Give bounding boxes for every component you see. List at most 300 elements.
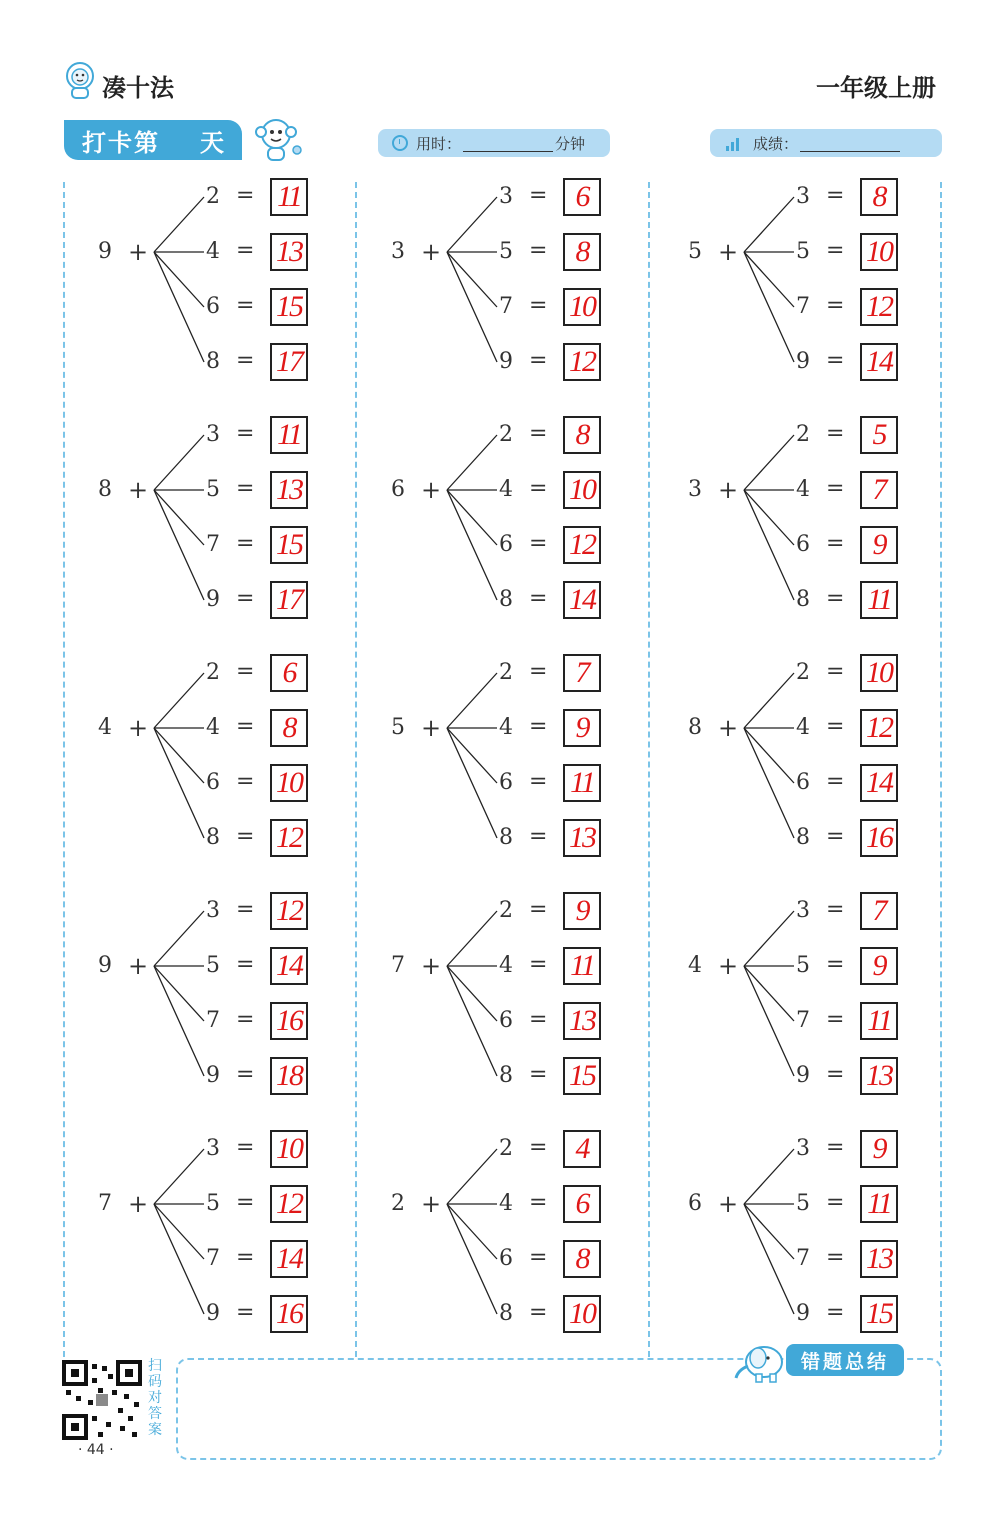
error-summary-label: 错题总结 [786, 1344, 904, 1376]
branch-line [744, 252, 794, 362]
checkin-label-right: 天 [200, 128, 226, 157]
equals-sign: = [826, 531, 845, 556]
equals-sign: = [529, 183, 548, 208]
answer-box[interactable]: 16 [860, 819, 898, 857]
answer-box[interactable]: 13 [563, 819, 601, 857]
answer-box[interactable]: 7 [860, 892, 898, 930]
answer-box[interactable]: 15 [270, 288, 308, 326]
answer-box[interactable]: 10 [860, 654, 898, 692]
addend-number: 2 [206, 184, 220, 209]
branch-line [154, 1204, 204, 1314]
answer-box[interactable]: 6 [563, 178, 601, 216]
base-number: 8 [688, 715, 702, 740]
addend-number: 5 [206, 953, 220, 978]
base-number: 5 [688, 239, 702, 264]
addend-number: 8 [499, 587, 513, 612]
answer-box[interactable]: 15 [270, 526, 308, 564]
equals-sign: = [826, 586, 845, 611]
answer-box[interactable]: 17 [270, 343, 308, 381]
checkin-label-left: 打卡第 [82, 128, 160, 157]
branch-line [154, 197, 204, 252]
addend-number: 7 [796, 294, 810, 319]
branch-lines [92, 420, 352, 660]
addend-number: 6 [499, 532, 513, 557]
plus-sign: + [421, 952, 442, 980]
branch-line [154, 966, 204, 1021]
addition-tree-problem [92, 896, 352, 1136]
branch-line [744, 966, 794, 1021]
equals-sign: = [826, 769, 845, 794]
plus-sign: + [128, 714, 149, 742]
answer-box[interactable]: 13 [270, 471, 308, 509]
answer-box[interactable]: 10 [563, 288, 601, 326]
equals-sign: = [236, 531, 255, 556]
branch-line [447, 911, 497, 966]
answer-box[interactable]: 10 [270, 1130, 308, 1168]
answer-box[interactable]: 8 [860, 178, 898, 216]
addend-number: 9 [796, 349, 810, 374]
branch-line [154, 728, 204, 838]
answer-box[interactable]: 12 [563, 526, 601, 564]
branch-line [447, 197, 497, 252]
branch-line [154, 435, 204, 490]
monkey-mascot-icon [250, 114, 308, 164]
equals-sign: = [826, 1245, 845, 1270]
branch-line [744, 1149, 794, 1204]
addition-tree-problem [385, 1134, 645, 1374]
addend-number: 3 [796, 1136, 810, 1161]
branch-lines [682, 1134, 942, 1374]
addend-number: 9 [206, 1301, 220, 1326]
addend-number: 8 [499, 1063, 513, 1088]
branch-line [744, 966, 794, 1076]
addition-tree-problem [682, 420, 942, 660]
plus-sign: + [421, 476, 442, 504]
addend-number: 5 [206, 477, 220, 502]
addend-number: 9 [796, 1063, 810, 1088]
equals-sign: = [236, 1245, 255, 1270]
addend-number: 8 [796, 825, 810, 850]
equals-sign: = [529, 293, 548, 318]
branch-line [154, 1149, 204, 1204]
base-number: 4 [688, 953, 702, 978]
answer-box[interactable]: 14 [860, 343, 898, 381]
addend-number: 8 [499, 1301, 513, 1326]
addend-number: 3 [796, 184, 810, 209]
equals-sign: = [826, 952, 845, 977]
equals-sign: = [529, 1300, 548, 1325]
addend-number: 3 [206, 898, 220, 923]
answer-box[interactable]: 12 [270, 819, 308, 857]
equals-sign: = [826, 714, 845, 739]
score-field [710, 129, 942, 157]
addend-number: 2 [499, 422, 513, 447]
addition-tree-problem [92, 658, 352, 898]
equals-sign: = [529, 769, 548, 794]
equals-sign: = [529, 238, 548, 263]
addend-number: 6 [499, 1246, 513, 1271]
answer-box[interactable]: 8 [563, 233, 601, 271]
equals-sign: = [236, 1062, 255, 1087]
addition-tree-problem [385, 896, 645, 1136]
answer-box[interactable]: 12 [860, 288, 898, 326]
branch-line [744, 911, 794, 966]
equals-sign: = [529, 659, 548, 684]
page-title: 凑十法 [102, 74, 174, 102]
addend-number: 7 [796, 1246, 810, 1271]
answer-box[interactable]: 11 [860, 581, 898, 619]
answer-box[interactable]: 16 [270, 1002, 308, 1040]
branch-lines [385, 658, 645, 898]
score-blank [800, 135, 900, 152]
answer-box[interactable]: 7 [860, 471, 898, 509]
equals-sign: = [826, 238, 845, 263]
branch-line [447, 728, 497, 838]
equals-sign: = [826, 1300, 845, 1325]
addend-number: 8 [499, 825, 513, 850]
answer-box[interactable]: 12 [860, 709, 898, 747]
addend-number: 5 [499, 239, 513, 264]
branch-line [744, 490, 794, 600]
branch-lines [92, 182, 352, 422]
addend-number: 8 [796, 587, 810, 612]
plus-sign: + [128, 1190, 149, 1218]
answer-box[interactable]: 13 [270, 233, 308, 271]
answer-box[interactable]: 5 [860, 416, 898, 454]
column-divider [355, 182, 357, 1357]
answer-box[interactable]: 18 [270, 1057, 308, 1095]
equals-sign: = [236, 1300, 255, 1325]
chart-icon [726, 135, 739, 151]
elephant-mascot-icon [730, 1338, 790, 1384]
qr-code-icon [62, 1360, 142, 1440]
addition-tree-problem [385, 420, 645, 660]
answer-box[interactable]: 15 [860, 1295, 898, 1333]
addend-number: 4 [206, 239, 220, 264]
clock-icon [392, 135, 408, 151]
answer-box[interactable]: 8 [563, 1240, 601, 1278]
equals-sign: = [826, 1007, 845, 1032]
addend-number: 9 [206, 587, 220, 612]
answer-box[interactable]: 15 [563, 1057, 601, 1095]
answer-box[interactable]: 4 [563, 1130, 601, 1168]
branch-line [447, 252, 497, 307]
equals-sign: = [529, 952, 548, 977]
branch-line [447, 1204, 497, 1259]
base-number: 7 [391, 953, 405, 978]
answer-box[interactable]: 12 [563, 343, 601, 381]
addend-number: 2 [796, 422, 810, 447]
addition-tree-problem [682, 1134, 942, 1374]
answer-box[interactable]: 14 [270, 947, 308, 985]
branch-line [447, 490, 497, 545]
equals-sign: = [529, 1062, 548, 1087]
addition-tree-problem [682, 658, 942, 898]
branch-line [744, 728, 794, 783]
equals-sign: = [529, 714, 548, 739]
equals-sign: = [236, 824, 255, 849]
branch-lines [92, 658, 352, 898]
equals-sign: = [236, 476, 255, 501]
time-label: 用时： [416, 134, 462, 153]
branch-line [447, 673, 497, 728]
equals-sign: = [529, 531, 548, 556]
addend-number: 6 [206, 770, 220, 795]
column-divider [648, 182, 650, 1357]
addend-number: 4 [796, 477, 810, 502]
branch-lines [682, 896, 942, 1136]
answer-box[interactable]: 10 [563, 471, 601, 509]
base-number: 2 [391, 1191, 405, 1216]
plus-sign: + [128, 476, 149, 504]
base-number: 5 [391, 715, 405, 740]
branch-lines [682, 658, 942, 898]
base-number: 9 [98, 953, 112, 978]
branch-line [744, 1204, 794, 1314]
base-number: 8 [98, 477, 112, 502]
plus-sign: + [128, 952, 149, 980]
addend-number: 4 [206, 715, 220, 740]
branch-lines [385, 420, 645, 660]
branch-lines [385, 182, 645, 422]
addend-number: 7 [206, 532, 220, 557]
addend-number: 7 [796, 1008, 810, 1033]
equals-sign: = [236, 952, 255, 977]
branch-line [154, 1204, 204, 1259]
addend-number: 2 [499, 1136, 513, 1161]
equals-sign: = [236, 769, 255, 794]
branch-line [744, 728, 794, 838]
addend-number: 4 [499, 1191, 513, 1216]
equals-sign: = [529, 897, 548, 922]
equals-sign: = [236, 659, 255, 684]
addition-tree-problem [385, 658, 645, 898]
branch-lines [385, 1134, 645, 1374]
answer-box[interactable]: 9 [860, 947, 898, 985]
branch-line [447, 252, 497, 362]
addend-number: 7 [499, 294, 513, 319]
addend-number: 5 [796, 953, 810, 978]
branch-line [154, 911, 204, 966]
base-number: 9 [98, 239, 112, 264]
branch-line [154, 728, 204, 783]
addend-number: 2 [206, 660, 220, 685]
grade-label: 一年级上册 [816, 74, 936, 102]
addend-number: 6 [499, 1008, 513, 1033]
addend-number: 3 [796, 898, 810, 923]
branch-line [447, 966, 497, 1021]
equals-sign: = [826, 1062, 845, 1087]
equals-sign: = [236, 897, 255, 922]
equals-sign: = [529, 421, 548, 446]
equals-sign: = [826, 348, 845, 373]
score-label: 成绩： [753, 134, 799, 153]
branch-lines [682, 182, 942, 422]
answer-box[interactable]: 8 [563, 416, 601, 454]
page-number: · 44 · [78, 1442, 114, 1458]
answer-box[interactable]: 17 [270, 581, 308, 619]
plus-sign: + [128, 238, 149, 266]
base-number: 4 [98, 715, 112, 740]
addend-number: 5 [796, 239, 810, 264]
addend-number: 3 [206, 1136, 220, 1161]
branch-line [447, 490, 497, 600]
answer-box[interactable]: 10 [860, 233, 898, 271]
branch-line [744, 252, 794, 307]
base-number: 3 [391, 239, 405, 264]
answer-box[interactable]: 6 [563, 1185, 601, 1223]
equals-sign: = [236, 1190, 255, 1215]
equals-sign: = [826, 183, 845, 208]
addend-number: 2 [499, 660, 513, 685]
base-number: 6 [688, 1191, 702, 1216]
branch-line [447, 728, 497, 783]
addend-number: 6 [499, 770, 513, 795]
answer-box[interactable]: 13 [563, 1002, 601, 1040]
equals-sign: = [826, 421, 845, 446]
equals-sign: = [236, 293, 255, 318]
addend-number: 6 [796, 532, 810, 557]
branch-line [154, 490, 204, 600]
equals-sign: = [236, 348, 255, 373]
plus-sign: + [718, 952, 739, 980]
equals-sign: = [529, 1190, 548, 1215]
lion-mascot-icon [62, 60, 98, 100]
addition-tree-problem [92, 1134, 352, 1374]
answer-box[interactable]: 11 [270, 416, 308, 454]
addend-number: 4 [796, 715, 810, 740]
answer-box[interactable]: 9 [563, 709, 601, 747]
addend-number: 8 [206, 349, 220, 374]
branch-line [154, 252, 204, 362]
time-field [378, 129, 610, 157]
answer-box[interactable]: 9 [563, 892, 601, 930]
equals-sign: = [529, 476, 548, 501]
equals-sign: = [236, 1135, 255, 1160]
answer-box[interactable]: 11 [860, 1185, 898, 1223]
addition-tree-problem [92, 182, 352, 422]
answer-box[interactable]: 14 [563, 581, 601, 619]
branch-line [447, 1149, 497, 1204]
branch-line [744, 197, 794, 252]
equals-sign: = [236, 183, 255, 208]
equals-sign: = [529, 1007, 548, 1032]
addition-tree-problem [682, 182, 942, 422]
plus-sign: + [718, 714, 739, 742]
addition-tree-problem [385, 182, 645, 422]
time-unit: 分钟 [555, 134, 586, 153]
equals-sign: = [236, 238, 255, 263]
time-blank [463, 135, 553, 152]
equals-sign: = [826, 824, 845, 849]
branch-line [154, 490, 204, 545]
base-number: 7 [98, 1191, 112, 1216]
addend-number: 7 [206, 1008, 220, 1033]
addend-number: 5 [796, 1191, 810, 1216]
branch-lines [92, 896, 352, 1136]
addition-tree-problem [92, 420, 352, 660]
equals-sign: = [826, 293, 845, 318]
column-divider [63, 182, 65, 1357]
answer-box[interactable]: 11 [860, 1002, 898, 1040]
answer-box[interactable]: 9 [860, 1130, 898, 1168]
addend-number: 6 [796, 770, 810, 795]
branch-lines [682, 420, 942, 660]
addend-number: 9 [499, 349, 513, 374]
equals-sign: = [826, 1190, 845, 1215]
equals-sign: = [529, 586, 548, 611]
branch-lines [92, 1134, 352, 1374]
answer-box[interactable]: 6 [270, 654, 308, 692]
answer-box[interactable]: 16 [270, 1295, 308, 1333]
equals-sign: = [236, 1007, 255, 1032]
plus-sign: + [718, 476, 739, 504]
equals-sign: = [826, 1135, 845, 1160]
addend-number: 9 [796, 1301, 810, 1326]
addend-number: 7 [206, 1246, 220, 1271]
answer-box[interactable]: 12 [270, 1185, 308, 1223]
branch-lines [385, 896, 645, 1136]
branch-line [744, 435, 794, 490]
addend-number: 4 [499, 477, 513, 502]
plus-sign: + [421, 1190, 442, 1218]
checkin-banner [64, 120, 242, 160]
answer-box[interactable]: 12 [270, 892, 308, 930]
answer-box[interactable]: 14 [860, 764, 898, 802]
branch-line [154, 673, 204, 728]
answer-box[interactable]: 7 [563, 654, 601, 692]
equals-sign: = [826, 897, 845, 922]
branch-line [744, 1204, 794, 1259]
branch-line [744, 673, 794, 728]
addend-number: 2 [796, 660, 810, 685]
equals-sign: = [236, 421, 255, 446]
answer-box[interactable]: 14 [270, 1240, 308, 1278]
answer-box[interactable]: 11 [563, 764, 601, 802]
addend-number: 6 [206, 294, 220, 319]
answer-box[interactable]: 9 [860, 526, 898, 564]
equals-sign: = [826, 476, 845, 501]
plus-sign: + [718, 1190, 739, 1218]
equals-sign: = [236, 714, 255, 739]
answer-box[interactable]: 10 [563, 1295, 601, 1333]
plus-sign: + [421, 238, 442, 266]
answer-box[interactable]: 8 [270, 709, 308, 747]
scan-answer-label: 扫码对答案 [148, 1358, 162, 1438]
base-number: 6 [391, 477, 405, 502]
plus-sign: + [421, 714, 442, 742]
answer-box[interactable]: 11 [563, 947, 601, 985]
addend-number: 4 [499, 953, 513, 978]
equals-sign: = [529, 1245, 548, 1270]
addend-number: 9 [206, 1063, 220, 1088]
addend-number: 3 [206, 422, 220, 447]
branch-line [744, 490, 794, 545]
answer-box[interactable]: 11 [270, 178, 308, 216]
answer-box[interactable]: 13 [860, 1057, 898, 1095]
branch-line [447, 435, 497, 490]
equals-sign: = [529, 348, 548, 373]
branch-line [154, 252, 204, 307]
answer-box[interactable]: 13 [860, 1240, 898, 1278]
addend-number: 4 [499, 715, 513, 740]
addition-tree-problem [682, 896, 942, 1136]
base-number: 3 [688, 477, 702, 502]
answer-box[interactable]: 10 [270, 764, 308, 802]
addend-number: 3 [499, 184, 513, 209]
branch-line [447, 966, 497, 1076]
plus-sign: + [718, 238, 739, 266]
